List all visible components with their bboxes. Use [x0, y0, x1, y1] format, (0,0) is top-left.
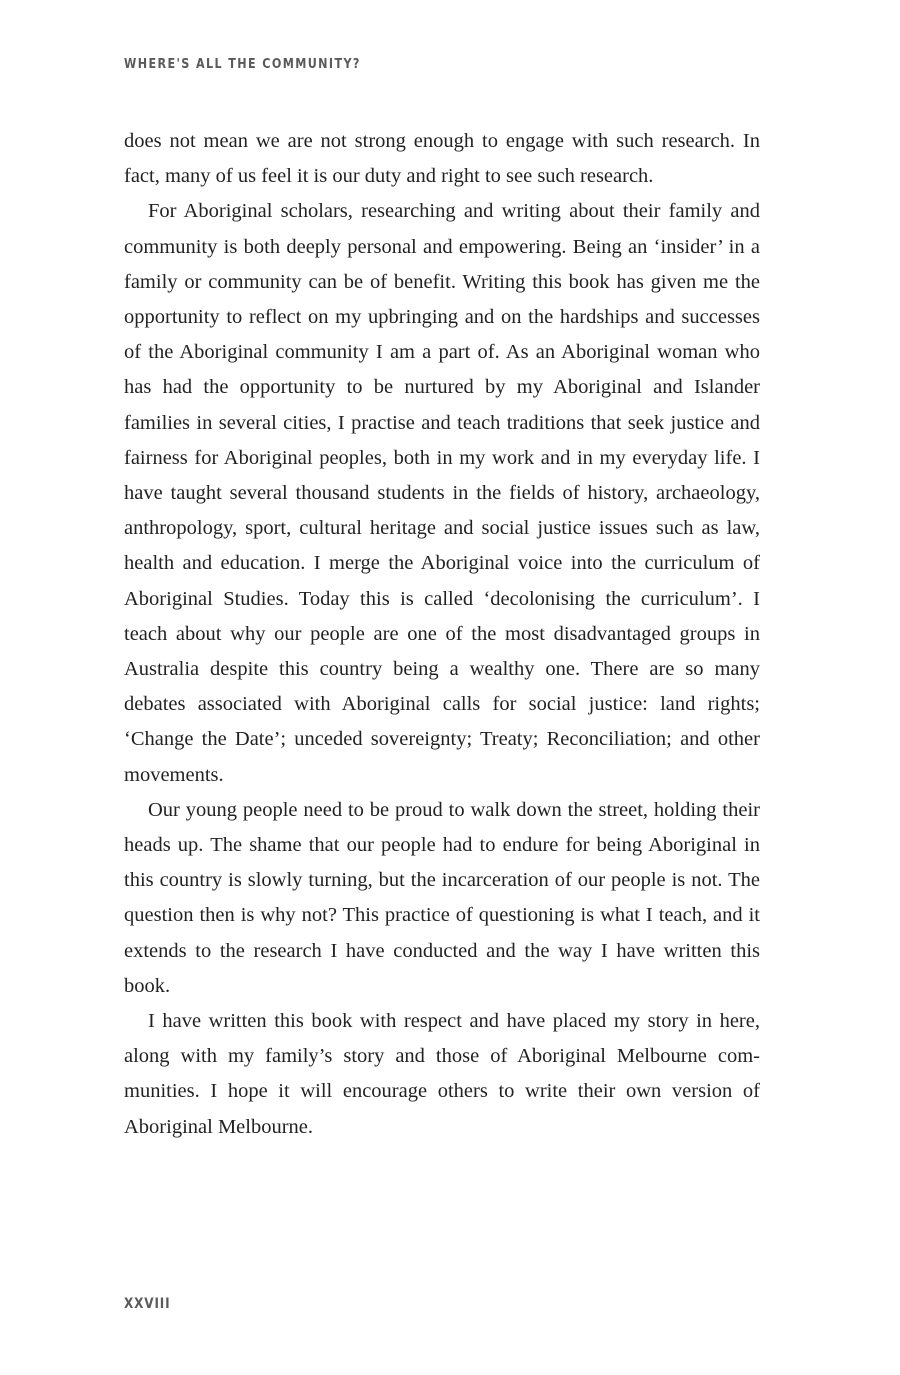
- paragraph-continued: does not mean we are not strong enough to engage with such research. In fact, many of us feel it is our duty and right to see such research.: [124, 130, 760, 188]
- page-number: XXVIII: [124, 1296, 171, 1312]
- paragraph: I have written this book with respect and have placed my story in here, along with my family’s story and those of Aboriginal Melbourne communities. I hope it will encourage others to write their own version of Aboriginal Melbourne.: [124, 1010, 760, 1138]
- running-head: WHERE'S ALL THE COMMUNITY?: [124, 57, 361, 72]
- body-text: [124, 124, 760, 1145]
- paragraph: For Aboriginal scholars, researching and writing about their family and community is both deeply personal and empowering. Being an ‘insider’ in a family or community can be of benefit. Writing this book has given me the opportunity to reflect on my upbringing and on the hardships and successes of the Aboriginal community I am a part of. As an Aboriginal woman who has had the opportunity to be nurtured by my Aboriginal and Islander families in several cities, I practise and teach traditions that seek justice and fairness for Aboriginal peoples, both in my work and in my everyday life. I have taught several thousand students in the fields of history, archaeology, anthropology, sport, cultural heritage and social justice issues such as law, health and education. I merge the Aboriginal voice into the curriculum of Aboriginal Studies. Today this is called ‘decolonising the curriculum’. I teach about why our people are one of the most disadvantaged groups in Australia despite this country being a wealthy one. There are so many debates associated with Aboriginal calls for social justice: land rights; ‘Change the Date’; unceded sovereignty; Treaty; Reconciliation; and other movements.: [124, 200, 760, 786]
- paragraph: Our young people need to be proud to walk down the street, holding their heads up. The shame that our people had to endure for being Aboriginal in this country is slowly turning, but the incarceration of our people is not. The question then is why not? This practice of questioning is what I teach, and it extends to the research I have conducted and the way I have written this book.: [124, 798, 760, 997]
